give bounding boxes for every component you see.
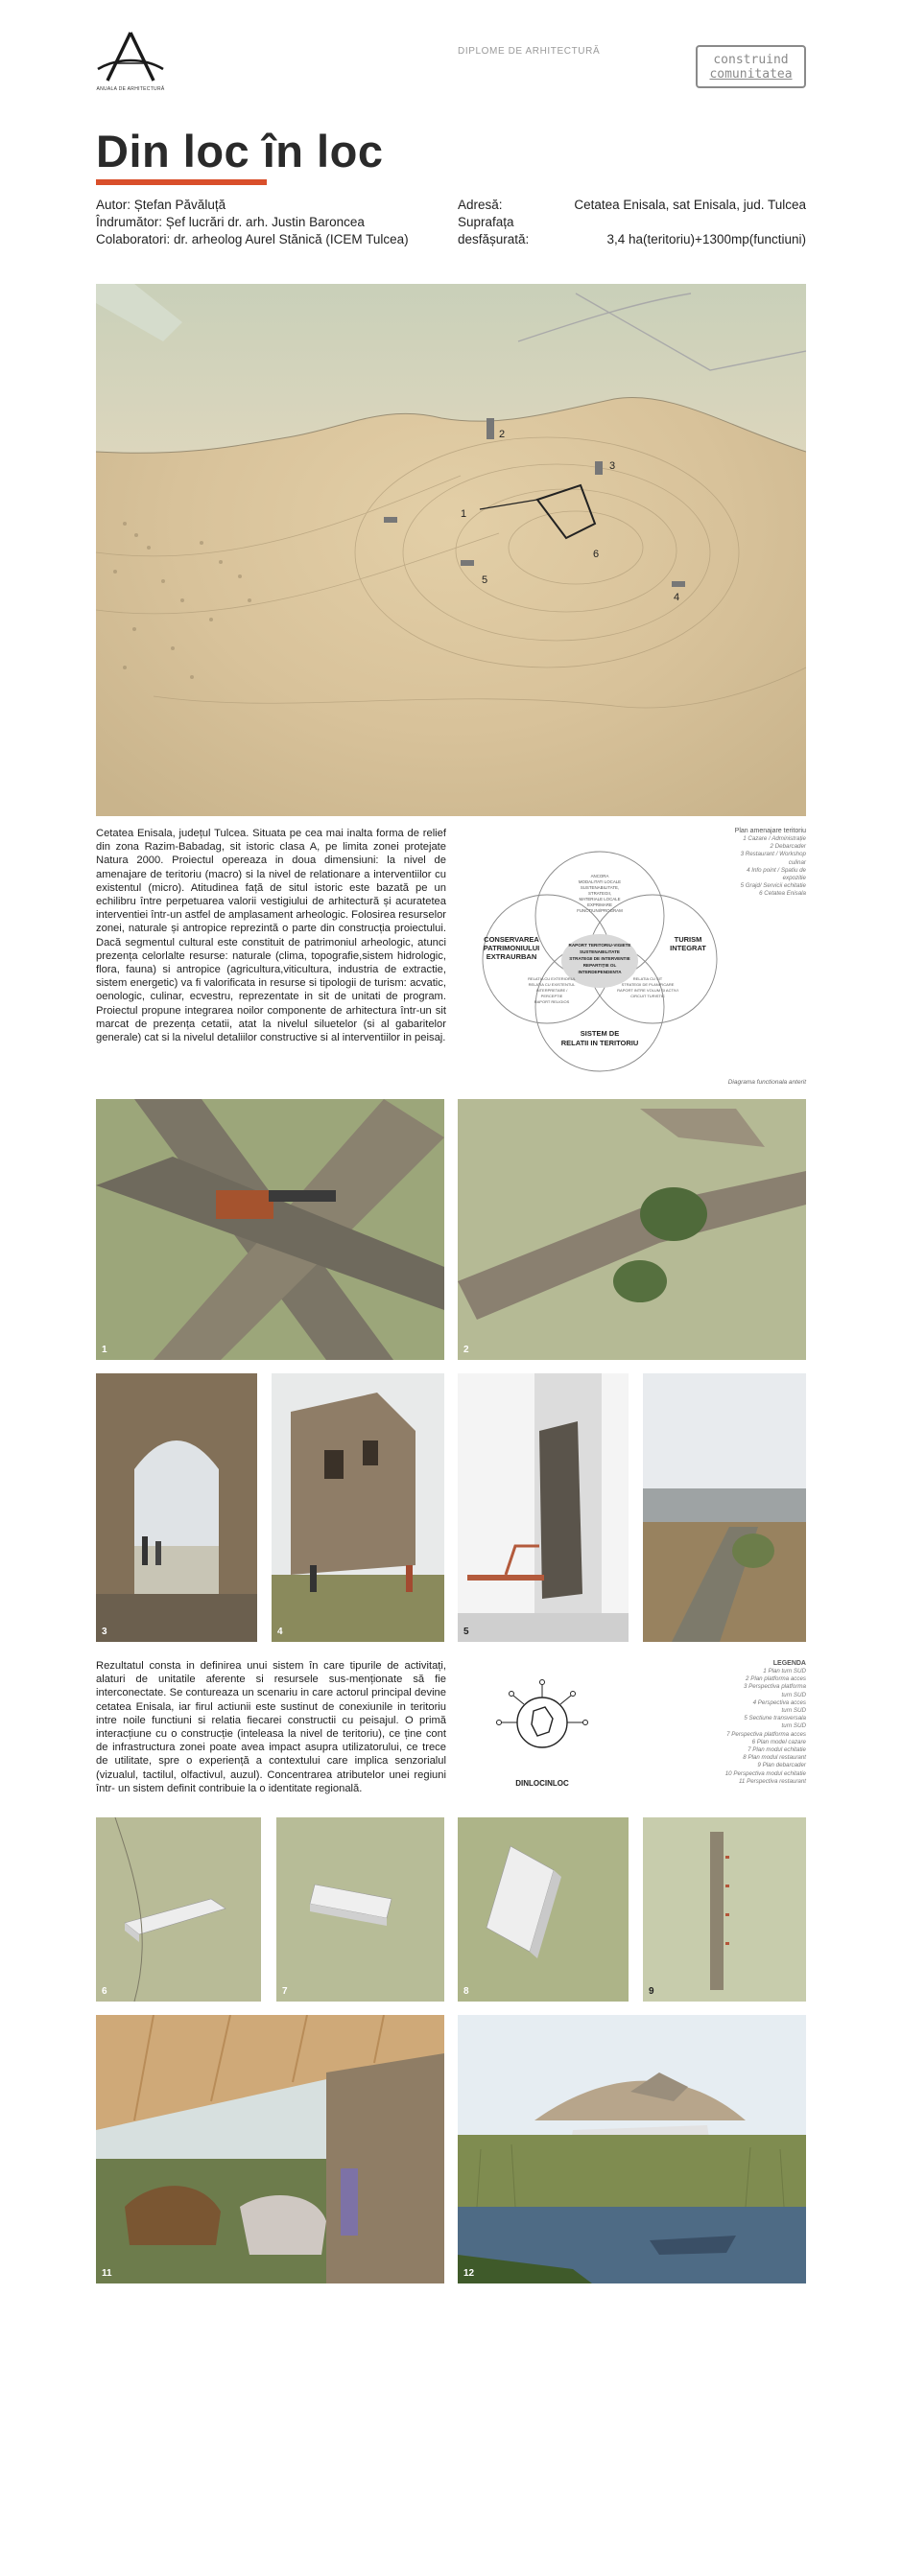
venn-diagram [456, 834, 744, 1089]
legend-item: 7 Plan modul echitatie [748, 1746, 806, 1754]
page-title: Din loc în loc [96, 126, 384, 176]
render-image [458, 2015, 806, 2283]
surface-value: 3,4 ha(teritoriu)+1300mp(functiuni) [606, 232, 806, 246]
legend-item: 6 Plan model cazare [751, 1738, 806, 1745]
brand-line-2: comunitatea [709, 66, 793, 82]
section-drawing [458, 1373, 629, 1642]
venn-top-line: STRATEGII, [587, 891, 612, 896]
render-image [96, 1099, 444, 1360]
plan-marker: 3 [609, 460, 616, 472]
emblem [489, 1674, 595, 1788]
venn-top-line: MATERIALE LOCALE [579, 897, 621, 902]
brand-line-1: construind [713, 52, 789, 67]
legend-item: 11 Perspectiva restaurant [738, 1777, 806, 1785]
venn-right-line: INTEGRAT [670, 944, 706, 952]
title-accent-bar [96, 179, 267, 185]
venn-right-mid-line: STRATEGII DE PLANIFICARE [621, 982, 675, 987]
venn-left-line: CONSERVAREA [484, 935, 539, 944]
surface-label-2: desfășurată: [458, 232, 530, 246]
legend-item: 4 Info point / Spatiu de [747, 866, 806, 874]
image-number: 1 [102, 1345, 107, 1355]
render-image [96, 2015, 444, 2283]
venn-top-line: FUNCTIUNI/PROGRAM [577, 908, 623, 913]
render-image [272, 1373, 444, 1642]
legend-item: 2 Plan platforma acces [746, 1675, 806, 1683]
image-number: 3 [102, 1627, 107, 1637]
render-image [96, 1373, 257, 1642]
legend-item: 3 Perspectiva platforma [744, 1683, 806, 1691]
image-number: 7 [282, 1986, 288, 1997]
legend-item: 2 Debarcader [770, 843, 806, 851]
venn-left-mid-line: PERCEPTIE [540, 994, 563, 998]
legend-item: expozitie [782, 875, 806, 882]
details-values [537, 197, 806, 248]
plan-marker: 6 [593, 549, 600, 560]
project-description: Cetatea Enisala, județul Tulcea. Situata pe cea mai inalta forma de relief din zona Razim-Babadag, sit istoric clasa A, pe limita zonei protejate Natura 2000. Proiectul opereaza in doua dimensiuni: la nivel de amenajare de teritoriu (macro) si la nivel de relationare a interventiilor cu existentul (micro). Atitudinea față de situl istoric este bazată pe un echilibru între perpetuarea valorii vestigiului de arhitectură și acuratetea interventiei într-un astfel de amplasament arheologic. Folosirea resurselor zonei, naturale și antropice reprezintă o parte din construcția proiectului. Dacă segmentul cultural este constituit de patrimoniul arheologic, atunci prezența celorlalte resurse: naturale (clima, topografie,sistem hidrologic, flora, fauna) si antropice (agricultura,viticultura, industria de extractie, sistem energetic) va fi valorificata in resurse si tipologii de turism: acvatic, oenologic, culinar, ecvestru, reprezentate in sit de unitati de program. Proiectul propune integrarea noilor componente de arhitectura într-un sit marcat de prezența cetatii, atat la nivelul siluetelor (si al gabaritelor generale) cat si la nivelul detaliilor constructive si al interventiilor in peisaj. [96, 828, 447, 1044]
venn-right-line: TURISM [674, 935, 702, 944]
venn-top-line: ANCORA [590, 874, 609, 878]
emblem-icon [489, 1674, 595, 1780]
section-category: DIPLOME DE ARHITECTURĂ [458, 46, 601, 57]
venn-top-line: SUSTENABILITATE, [580, 885, 620, 890]
legend-item: 8 Plan modul restaurant [743, 1754, 806, 1762]
advisor: Îndrumător: Șef lucrări dr. arh. Justin Baroncea [96, 215, 365, 229]
render-image [643, 1817, 806, 2002]
plan-marker: 4 [674, 592, 680, 603]
drawing-legend [700, 1659, 806, 1786]
render-image [276, 1817, 444, 2002]
plan-marker: 5 [482, 574, 488, 586]
venn-center-line: SUSTENABILITATE [580, 949, 620, 954]
author: Autor: Ștefan Păvăluță [96, 198, 226, 212]
render-image [96, 1817, 261, 2002]
legend-item: turn SUD [781, 1691, 806, 1698]
venn-center-line: RAPORT TERITORIU-VIGIETE [568, 943, 631, 948]
image-number: 6 [102, 1986, 107, 1997]
legend-item: 10 Perspectiva modul echitatie [724, 1769, 806, 1777]
plan-marker: 2 [499, 429, 506, 440]
brand-mark [696, 45, 806, 88]
image-number: 8 [463, 1986, 469, 1997]
legend-title: Plan amenajare teritoriu [734, 828, 806, 834]
logo-caption: ANUALA DE ARHITECTURĂ [96, 86, 165, 92]
venn-left-mid-line: RELATIA CU EXISTENTUL [528, 982, 576, 987]
venn-bottom-line: SISTEM DE [580, 1029, 620, 1038]
legend-item: culinar [788, 858, 806, 866]
venn-right-mid-line: RELATIA CU SIT [632, 976, 663, 981]
legend-item: 5 Sectiune transversala [744, 1715, 806, 1722]
venn-center-line: INTERDEPENDENTA [578, 970, 622, 974]
legend-item: 5 Grajd/ Servicii echitatie [740, 882, 806, 890]
venn-top-line: EXPRIMARE [587, 902, 612, 907]
address-value: Cetatea Enisala, sat Enisala, jud. Tulcea [574, 198, 806, 212]
image-number: 12 [463, 2268, 475, 2279]
venn-left-mid-line: INTERPRETARE / [535, 988, 568, 993]
concept-description: Rezultatul consta in definirea unui sistem în care tipurile de activitați, alaturi de unitatile aferente si resursele sus-menționate să fie interconectate. Se contureaza un scenariu in care actorul principal devine cetatea Enisala, iar firul actiunii este sustinut de conexiunile in teritoriu intre noile functiuni si relatia fiecarei constructii cu peisajul. O primă interacțiune cu o construcție (inteleasa la nivel de teritoriu), ce ține cont de infrastructura zonei poate avea impact asupra utilizatorului, ce trece de utilitate, spre o experiență a contextului care implica senzorialul (vizualul, tactilul, olfactivul, auzul). Concentrarea atributelor unei regiuni într- un sistem definit contribuie la o identitate regională. [96, 1660, 446, 1794]
legend-item: turn SUD [781, 1722, 806, 1730]
venn-center-line: REPARTIȚIE OL [582, 963, 617, 968]
plan-marker: 1 [461, 508, 467, 520]
legend-item: 1 Cazare / Administrație [743, 835, 806, 842]
venn-left-mid-line: RAPORT RELIGIOS [534, 999, 570, 1004]
venn-center-line: STRATEGII DE INTERVENTIE [569, 956, 630, 961]
credits-block [96, 197, 451, 248]
image-number: 11 [102, 2268, 112, 2279]
render-image [458, 1099, 806, 1360]
logo-a-icon [96, 29, 165, 84]
legend-item: 6 Cetatea Enisala [759, 890, 806, 898]
venn-left-line: PATRIMONIULUI [483, 944, 540, 952]
legend-item: turn SUD [781, 1707, 806, 1715]
venn-bottom-line: RELATII IN TERITORIU [560, 1039, 639, 1047]
school-logo [96, 29, 165, 96]
legend-item: 4 Perspectiva acces [752, 1698, 806, 1706]
venn-right-mid-line: CIRCUIT TURISTIC [630, 994, 665, 998]
surface-label-1: Suprafața [458, 215, 514, 229]
image-number: 5 [463, 1627, 469, 1637]
image-number: 2 [463, 1345, 469, 1355]
venn-top-line: MODALITATI LOCALE [578, 879, 622, 884]
legend-item: 3 Restaurant / Workshop [740, 851, 806, 858]
venn-left-mid-line: RELATIA CU EXTERIORUL [528, 976, 576, 981]
diagram-caption: Diagrama functionala anterit [727, 1079, 806, 1086]
render-image [643, 1373, 806, 1642]
venn-left-line: EXTRAURBAN [486, 952, 537, 961]
image-number: 9 [649, 1986, 654, 1997]
legend-item: 1 Plan turn SUD [763, 1668, 806, 1674]
site-plan [96, 284, 806, 816]
legend-item: 7 Perspectiva platforma acces [726, 1730, 806, 1738]
collaborators: Colaboratori: dr. arheolog Aurel Stănică (ICEM Tulcea) [96, 232, 409, 246]
address-label: Adresă: [458, 198, 503, 212]
emblem-label: DINLOCINLOC [515, 1779, 569, 1788]
venn-right-mid-line: RAPORT INTRE VOLUM SI ACTIVI [617, 988, 678, 993]
image-number: 4 [277, 1627, 283, 1637]
legend-title: LEGENDA [772, 1660, 806, 1667]
legend-item: 9 Plan debarcader [757, 1762, 806, 1769]
render-image [458, 1817, 629, 2002]
